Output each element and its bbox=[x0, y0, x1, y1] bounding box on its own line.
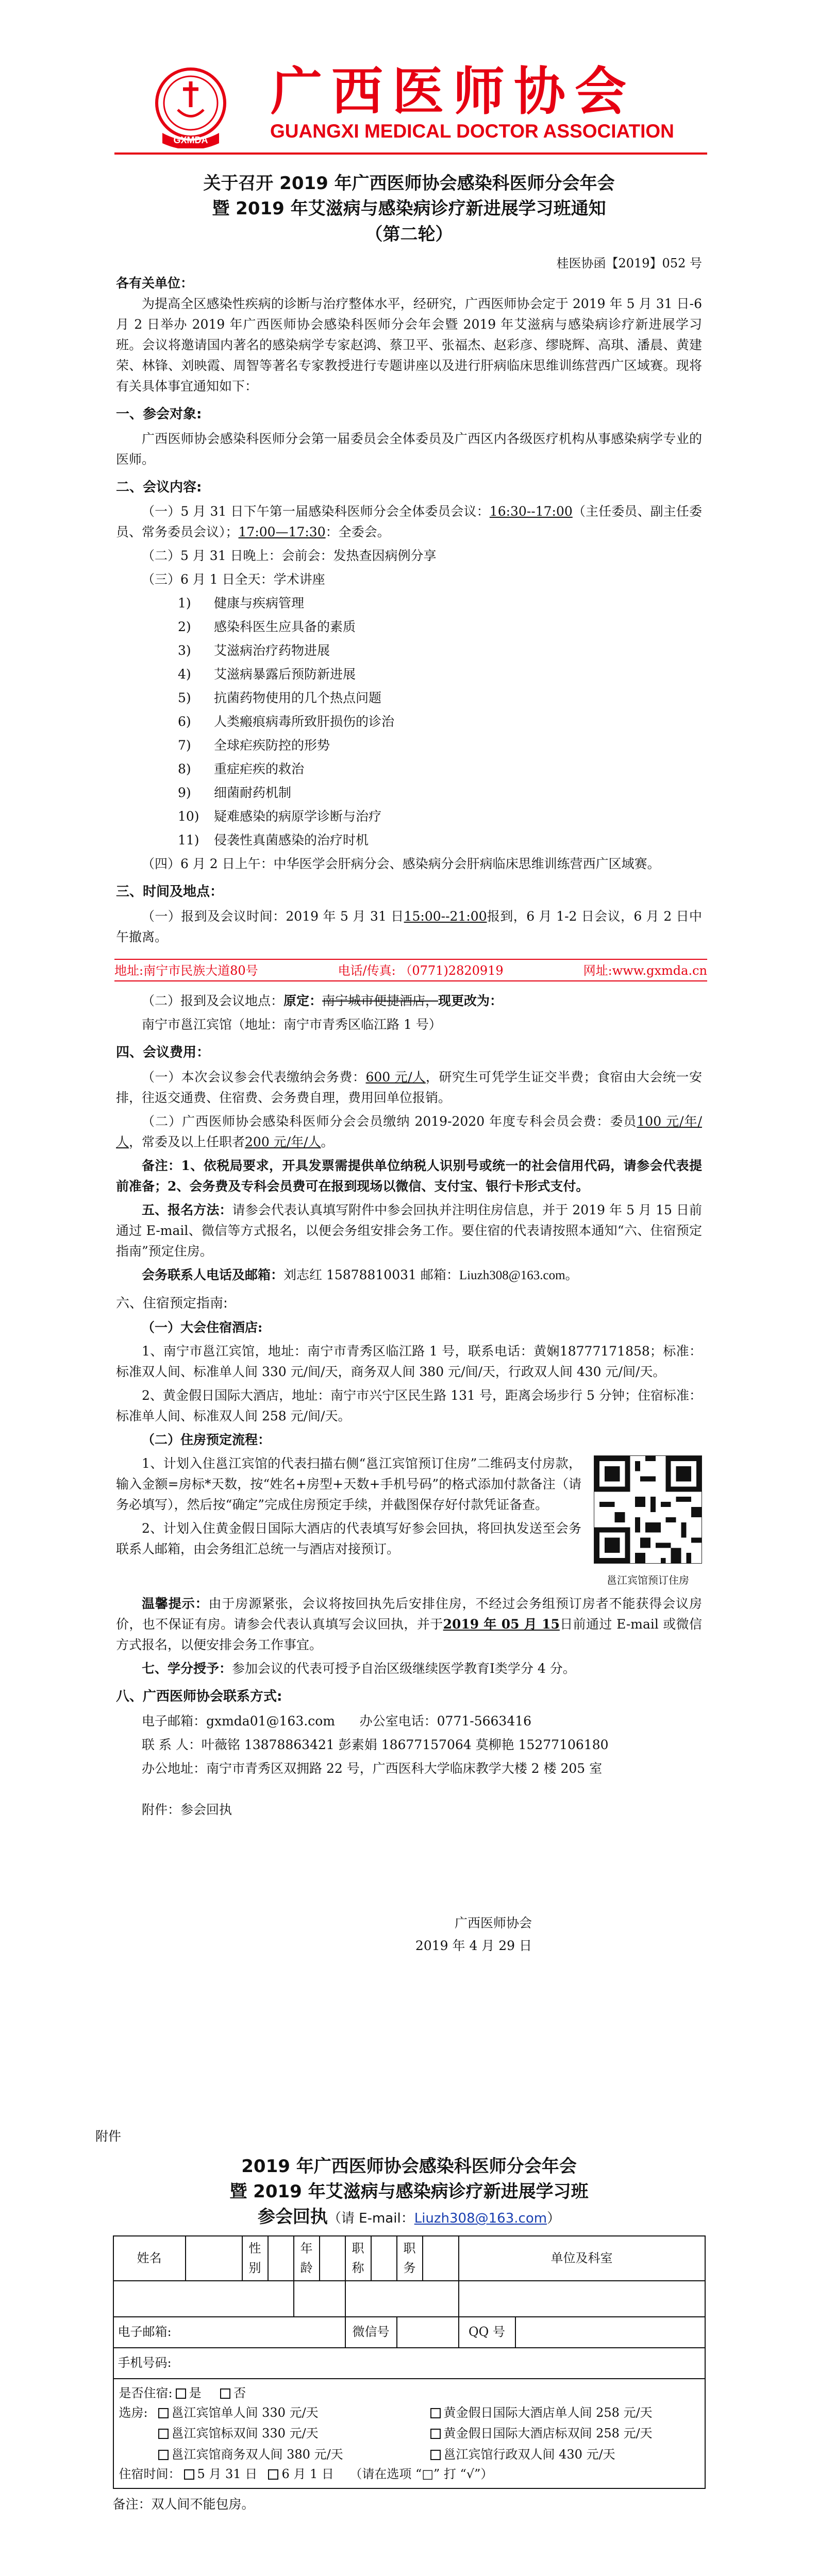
section-5-text: 请参会代表认真填写附件中参会回执并注明住房信息，并于 2019 年 5 月 15 日前通过 E-mail、微信等方式报名，以便会务组安排会务工作。要住宿的代表请按照本通知“六、住宿预定指南”预定住房。 bbox=[116, 1202, 702, 1259]
hotel1-text: 1、南宁市邕江宾馆，地址：南宁市青秀区临江路 1 号，联系电话：黄娴 bbox=[142, 1344, 560, 1359]
date-jun1-checkbox[interactable] bbox=[268, 2469, 278, 2480]
lecture-topic-list bbox=[116, 593, 702, 851]
dates-label: 住宿时间： bbox=[119, 2467, 181, 2482]
section-3-heading: 三、时间及地点： bbox=[116, 884, 224, 900]
section-6-flow-1: 1、计划入住邕江宾馆的代表扫描右侧“邕江宾馆预订住房”二维码支付房款，输入金额=房标*天数，按“姓名+房型+天数+手机号码”的格式添加付款备注（请务必填写），然后按“确定”完成住房预定手续，并截图保存好付款凭证备查。 bbox=[116, 1456, 581, 1513]
topic-number: 10) bbox=[178, 809, 199, 824]
topic-text: 人类瘢痕病毒所致肝损伤的诊治 bbox=[214, 714, 395, 730]
room-option-label: 邕江宾馆行政双人间 430 元/天 bbox=[443, 2447, 615, 2462]
s2-item1-c: ：全委会。 bbox=[325, 524, 390, 540]
association-logo bbox=[147, 66, 235, 148]
topic-text: 艾滋病治疗药物进展 bbox=[214, 643, 330, 658]
attachment-title-3-end: ） bbox=[547, 2211, 561, 2227]
topic-text: 艾滋病暴露后预防新进展 bbox=[214, 667, 356, 682]
section-6-tip bbox=[116, 1594, 702, 1655]
section-8-address: 办公地址：南宁市青秀区双拥路 22 号，广西医科大学临床教学大楼 2 楼 205 室 bbox=[142, 1760, 603, 1776]
attachment-title-3-main: 参会回执 bbox=[257, 2207, 328, 2228]
th-gender: 性别 bbox=[242, 2236, 268, 2281]
s5-contact-name: 刘志红 15878810031 bbox=[283, 1267, 416, 1282]
tip-text-b: 日前通过 E-mail 或微信方式报名，以便安排会务工作事宜。 bbox=[116, 1617, 702, 1653]
hotel1-rates: ；标准：标准双人间、标准单人间 330 元/间/天，商务双人间 380 元/间/天，行政双人间 430 元/间/天。 bbox=[116, 1344, 702, 1380]
room-option[interactable] bbox=[427, 2403, 699, 2422]
s2-item1-time2: 17:00—17:30 bbox=[238, 524, 326, 540]
lodging-yes-checkbox[interactable] bbox=[176, 2388, 186, 2399]
lodging-no-checkbox[interactable] bbox=[220, 2388, 230, 2399]
association-email[interactable]: 电子邮箱：gxmda01@163.com bbox=[142, 1713, 335, 1728]
th-age: 年龄 bbox=[294, 2236, 320, 2281]
s4-item2-c: 。 bbox=[321, 1134, 334, 1149]
th-qq: QQ 号 bbox=[459, 2317, 515, 2348]
section-2-item-3: （三）6 月 1 日全天：学术讲座 bbox=[142, 572, 325, 587]
qr-caption: 邕江宾馆预订住房 bbox=[607, 1574, 689, 1587]
room-option-checkbox[interactable] bbox=[430, 2429, 441, 2439]
lecture-topic-item bbox=[178, 783, 702, 803]
org-name-cn: 广西医师协会 bbox=[271, 61, 636, 122]
room-option-label: 黄金假日国际大酒店标双间 258 元/天 bbox=[443, 2426, 653, 2441]
hotel1-phone: 18777171858 bbox=[559, 1344, 650, 1359]
s2-item1-a: （一）5 月 31 日下午第一届感染科医师分会全体委员会议： bbox=[142, 504, 490, 519]
section-2-item-4: （四）6 月 2 日上午：中华医学会肝病分会、感染病分会肝病临床思维训练营西广区域赛。 bbox=[142, 856, 660, 872]
lecture-topic-item bbox=[178, 688, 702, 708]
s3-item2-c: 南宁城市便捷酒店， bbox=[322, 993, 439, 1009]
lecture-topic-item bbox=[178, 806, 702, 827]
topic-number: 1) bbox=[178, 596, 191, 611]
lodging-dates bbox=[119, 2464, 699, 2484]
room-option[interactable] bbox=[427, 2445, 699, 2464]
attachment-title-2: 暨 2019 年艾滋病与感染病诊疗新进展学习班 bbox=[229, 2181, 589, 2202]
letterhead bbox=[0, 0, 818, 145]
topic-text: 细菌耐药机制 bbox=[214, 785, 292, 801]
topic-text: 侵袭性真菌感染的治疗时机 bbox=[214, 833, 369, 848]
section-1-heading: 一、参会对象: bbox=[116, 406, 202, 422]
input-title[interactable] bbox=[371, 2236, 397, 2281]
section-4-item-2 bbox=[116, 1111, 702, 1153]
th-unit: 单位及科室 bbox=[459, 2236, 705, 2281]
th-wechat: 微信号 bbox=[345, 2317, 397, 2348]
document-number: 桂医协函【2019】052 号 bbox=[556, 256, 702, 270]
room-option-label: 邕江宾馆商务双人间 380 元/天 bbox=[171, 2447, 343, 2462]
lecture-topic-item bbox=[178, 617, 702, 637]
section-2-heading: 二、会议内容: bbox=[116, 479, 202, 495]
input-unit[interactable] bbox=[459, 2281, 705, 2317]
title-line-3: （第二轮） bbox=[365, 224, 453, 245]
s3-item1-a: （一）报到及会议时间：2019 年 5 月 31 日 bbox=[142, 909, 404, 924]
room-choice-label: 选房: bbox=[119, 2405, 148, 2420]
section-2-item-2: （二）5 月 31 日晚上：会前会：发热查因病例分享 bbox=[142, 548, 437, 564]
booking-qr-code[interactable] bbox=[594, 1455, 702, 1564]
topic-text: 感染科医生应具备的素质 bbox=[214, 619, 356, 635]
footer-phone: 电话/传真: （0771)2820919 bbox=[338, 963, 504, 978]
lecture-topic-item bbox=[178, 830, 702, 851]
room-option-checkbox[interactable] bbox=[158, 2429, 169, 2439]
s3-item2-d: 现更改为： bbox=[438, 993, 503, 1009]
org-name-en: GUANGXI MEDICAL DOCTOR ASSOCIATION bbox=[270, 121, 674, 142]
lecture-topic-item bbox=[178, 664, 702, 685]
email-cell[interactable]: 电子邮箱: bbox=[113, 2317, 345, 2348]
topic-number: 6) bbox=[178, 714, 191, 730]
input-name[interactable] bbox=[186, 2236, 242, 2281]
lodging-choice bbox=[119, 2383, 699, 2403]
section-8-people: 联 系 人：叶薇铭 13878863421 彭素娟 18677157064 莫柳艳 15277106180 bbox=[142, 1737, 609, 1752]
topic-text: 重症疟疾的救治 bbox=[214, 761, 305, 777]
date-jun1-label: 6 月 1 日 bbox=[281, 2467, 334, 2482]
topic-text: 抗菌药物使用的几个热点问题 bbox=[214, 690, 382, 706]
room-option[interactable] bbox=[427, 2424, 699, 2443]
attachment-title-1: 2019 年广西医师协会感染科医师分会年会 bbox=[241, 2156, 577, 2177]
s2-item1-b: （主任委员、副主任委员、常务委员会议）； bbox=[116, 504, 702, 540]
footer-website[interactable]: 网址:www.gxmda.cn bbox=[583, 963, 707, 978]
letterhead-footer-bar bbox=[0, 959, 818, 981]
s3-item1-time: 15:00--21:00 bbox=[404, 909, 487, 924]
th-position: 职务 bbox=[397, 2236, 423, 2281]
s5-contact-end: 。 bbox=[565, 1267, 578, 1282]
room-option[interactable] bbox=[155, 2445, 427, 2464]
title-line-1: 关于召开 2019 年广西医师协会感染科医师分会年会 bbox=[203, 173, 615, 194]
s5-contact-label: 会务联系人电话及邮箱： bbox=[142, 1267, 284, 1282]
section-6-sub-1: （一）大会住宿酒店: bbox=[142, 1320, 263, 1335]
section-7 bbox=[116, 1658, 702, 1679]
footer-address: 地址:南宁市民族大道80号 bbox=[114, 963, 258, 978]
attachment-email-link[interactable]: Liuzh308@163.com bbox=[414, 2211, 547, 2227]
input-gender[interactable] bbox=[268, 2236, 294, 2281]
topic-number: 2) bbox=[178, 619, 191, 635]
tip-text-a: 由于房源紧张，会议将按回执先后安排住房，不经过会务组预订房者不能获得会议房价，也不保证有房。请参会代表认真填写会议回执，并于 bbox=[116, 1596, 702, 1632]
date-may31-label: 5 月 31 日 bbox=[197, 2467, 258, 2482]
attachment-label: 附件 bbox=[95, 2128, 122, 2144]
room-option-label: 邕江宾馆标双间 330 元/天 bbox=[171, 2426, 319, 2441]
topic-number: 5) bbox=[178, 690, 191, 706]
room-options bbox=[155, 2403, 699, 2464]
section-4-heading: 四、会议费用： bbox=[116, 1045, 210, 1061]
signature-date: 2019 年 4 月 29 日 bbox=[415, 1938, 532, 1953]
topic-number: 11) bbox=[178, 833, 199, 848]
lecture-topic-item bbox=[178, 593, 702, 614]
topic-number: 7) bbox=[178, 738, 191, 753]
room-option-checkbox[interactable] bbox=[158, 2408, 169, 2418]
room-option[interactable] bbox=[155, 2424, 427, 2443]
tip-label: 温馨提示： bbox=[142, 1596, 209, 1612]
lodging-cell bbox=[113, 2379, 705, 2489]
topic-text: 全球疟疾防控的形势 bbox=[214, 738, 330, 753]
attachment-title bbox=[116, 2154, 702, 2230]
s4-item2-a: （二）广西医师协会感染科医师分会会员缴纳 2019-2020 年度专科会员会费：委员 bbox=[142, 1113, 637, 1129]
s2-item1-time1: 16:30--17:00 bbox=[489, 504, 573, 519]
topic-text: 疑难感染的病原学诊断与治疗 bbox=[214, 809, 382, 824]
s3-item2-b: 原定： bbox=[283, 993, 323, 1009]
th-title: 职称 bbox=[345, 2236, 371, 2281]
notice-title bbox=[0, 171, 818, 247]
association-office-phone: 办公室电话：0771-5663416 bbox=[359, 1713, 532, 1728]
section-3-item-2-new: 南宁市邕江宾馆（地址：南宁市青秀区临江路 1 号） bbox=[142, 1017, 442, 1032]
section-5 bbox=[116, 1200, 702, 1262]
input-age[interactable] bbox=[320, 2236, 345, 2281]
topic-number: 3) bbox=[178, 643, 191, 658]
s3-item2-a: （二）报到及会议地点： bbox=[142, 993, 284, 1009]
tip-deadline: 2019 年 05 月 15 bbox=[443, 1617, 560, 1632]
input-position[interactable] bbox=[423, 2236, 459, 2281]
input-qq[interactable] bbox=[515, 2317, 705, 2348]
topic-number: 4) bbox=[178, 667, 191, 682]
logo-text: GXMDA bbox=[173, 135, 208, 145]
section-3-item-2 bbox=[116, 991, 702, 1011]
topic-text: 健康与疾病管理 bbox=[214, 596, 305, 611]
topic-number: 9) bbox=[178, 785, 191, 801]
section-8-heading: 八、广西医师协会联系方式: bbox=[116, 1689, 282, 1705]
s4-item2-fee1: 100 元/年/人 bbox=[116, 1113, 702, 1149]
room-option[interactable] bbox=[155, 2403, 427, 2422]
section-5-contact bbox=[116, 1265, 702, 1286]
room-option-checkbox[interactable] bbox=[430, 2408, 441, 2418]
lecture-topic-item bbox=[178, 711, 702, 732]
registration-form-table bbox=[113, 2235, 706, 2489]
section-7-heading: 七、学分授予： bbox=[142, 1661, 232, 1676]
th-name: 姓名 bbox=[113, 2236, 186, 2281]
room-option-label: 邕江宾馆单人间 330 元/天 bbox=[171, 2405, 319, 2420]
topic-number: 8) bbox=[178, 761, 191, 777]
greeting: 各有关单位： bbox=[116, 276, 194, 291]
s4-item2-fee2: 200 元/年/人 bbox=[245, 1134, 321, 1149]
section-6-flow-2: 2、计划入住黄金假日国际大酒店的代表填写好参会回执，将回执发送至会务联系人邮箱，由会务组汇总统一与酒店对接预订。 bbox=[116, 1521, 581, 1557]
lodging-label: 是否住宿: bbox=[119, 2385, 173, 2400]
signature-block bbox=[116, 1913, 702, 1956]
date-may31-checkbox[interactable] bbox=[184, 2469, 194, 2480]
section-6-hotel-1 bbox=[116, 1341, 702, 1382]
section-5-heading: 五、报名方法： bbox=[142, 1202, 232, 1217]
s4-item1-a: （一）本次会议参会代表缴纳会务费： bbox=[142, 1069, 366, 1084]
lecture-topic-item bbox=[178, 735, 702, 756]
dates-note: （请在选项 “□” 打 “√”） bbox=[349, 2467, 493, 2482]
section-3-item-1 bbox=[116, 906, 702, 947]
s4-item1-fee: 600 元/人 bbox=[365, 1069, 426, 1084]
lodging-yes-label: 是 bbox=[189, 2385, 202, 2400]
notice-body bbox=[0, 273, 818, 947]
room-option-checkbox[interactable] bbox=[158, 2450, 169, 2460]
attachment-footnote: 备注：双人间不能包房。 bbox=[112, 2497, 255, 2512]
lecture-topic-item bbox=[178, 640, 702, 661]
booking-qr-block bbox=[594, 1455, 702, 1588]
s5-contact-email[interactable]: Liuzh308@163.com bbox=[459, 1268, 565, 1282]
section-4-note: 备注：1、依税局要求，开具发票需提供单位纳税人识别号或统一的社会信用代码，请参会代表提前准备；2、会务费及专科会员费可在报到现场以微信、支付宝、银行卡形式支付。 bbox=[116, 1158, 702, 1194]
s5-email-label: 邮箱： bbox=[420, 1267, 459, 1282]
room-option-label: 黄金假日国际大酒店单人间 258 元/天 bbox=[443, 2405, 653, 2420]
section-6-sub-2: （二）住房预定流程： bbox=[142, 1432, 271, 1448]
section-6-heading: 六、住宿预定指南: bbox=[116, 1295, 228, 1311]
section-8-email-line bbox=[116, 1711, 702, 1732]
lodging-no-label: 否 bbox=[233, 2385, 246, 2400]
title-line-2: 暨 2019 年艾滋病与感染病诊疗新进展学习班通知 bbox=[212, 198, 606, 219]
room-option-checkbox[interactable] bbox=[430, 2450, 441, 2460]
section-1-text: 广西医师协会感染科医师分会第一届委员会全体委员及广西区内各级医疗机构从事感染病学专业的医师。 bbox=[116, 431, 702, 467]
intro-paragraph: 为提高全区感染性疾病的诊断与治疗整体水平，经研究，广西医师协会定于 2019 年 5 月 31 日-6 月 2 日举办 2019 年广西医师协会感染科医师分会年会暨 2019 年艾滋病与感染病诊疗新进展学习班。会议将邀请国内著名的感染病学专家赵鸿、蔡卫平、张福杰、赵彩彦、缪晓辉、高琪、潘晨、黄建荣、林锋、刘映霞、周智等著名专家教授进行专题讲座以及进行肝病临床思维训练营西广区域赛。现将有关具体事宜通知如下： bbox=[116, 296, 702, 394]
section-2-item-1 bbox=[116, 501, 702, 543]
section-6-hotel-2: 2、黄金假日国际大酒店，地址：南宁市兴宁区民生路 131 号，距离会场步行 5 分钟；住宿标准：标准单人间、标准双人间 258 元/间/天。 bbox=[116, 1388, 702, 1424]
s4-item1-b: ，研究生可凭学生证交半费；食宿由大会统一安排，往返交通费、住宿费、会务费自理，费用回单位报销。 bbox=[116, 1069, 702, 1105]
header-rule bbox=[114, 152, 707, 155]
phone-cell[interactable]: 手机号码: bbox=[113, 2348, 705, 2379]
s4-item2-b: ，常委及以上任职者 bbox=[129, 1134, 245, 1149]
lecture-topic-item bbox=[178, 759, 702, 779]
notice-body-cont bbox=[0, 991, 818, 2230]
section-7-text: 参加会议的代表可授予自治区级继续医学教育Ⅰ类学分 4 分。 bbox=[232, 1661, 576, 1676]
section-4-item-1 bbox=[116, 1067, 702, 1108]
signature-org: 广西医师协会 bbox=[454, 1915, 532, 1930]
input-wechat[interactable] bbox=[397, 2317, 459, 2348]
s3-item1-b: 报到，6 月 1-2 日会议，6 月 2 日中午撤离。 bbox=[116, 909, 702, 945]
attachment-title-3 bbox=[116, 2205, 702, 2230]
attachment-note: 附件：参会回执 bbox=[142, 1802, 232, 1817]
attachment-title-3-note: （请 E-mail： bbox=[327, 2211, 414, 2227]
